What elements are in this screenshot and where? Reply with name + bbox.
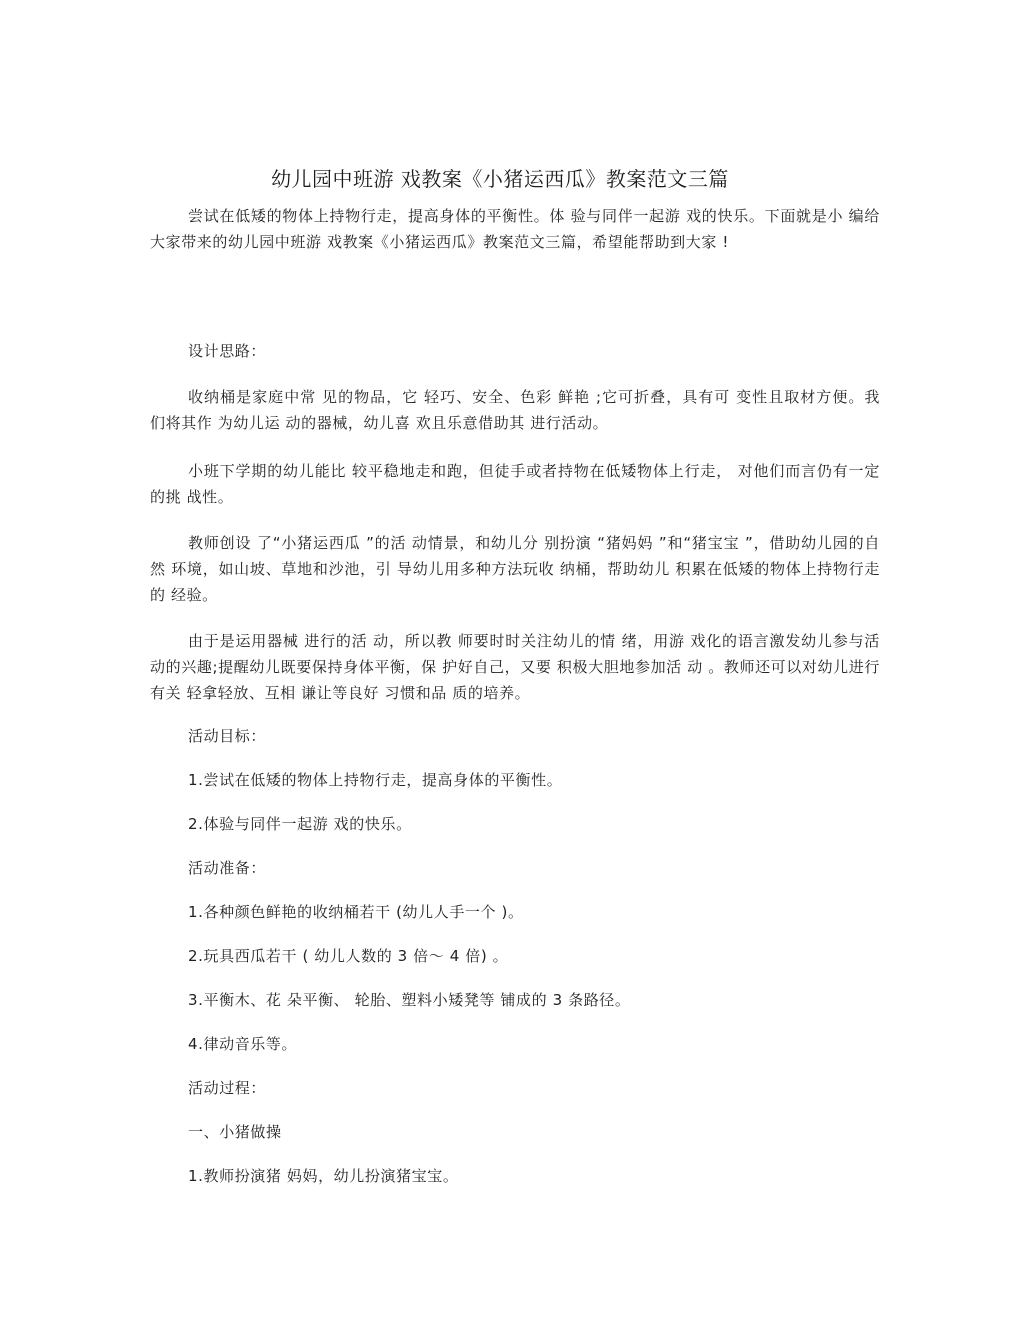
design-paragraph-1: 收纳桶是家庭中常 见的物品，它 轻巧、安全、色彩 鲜艳 ;它可折叠，具有可 变性且取材方便。我 们将其作 为幼儿运 动的器械，幼儿喜 欢且乐意借助其 进行活动。 bbox=[150, 388, 880, 432]
design-paragraph-2: 小班下学期的幼儿能比 较平稳地走和跑，但徒手或者持物在低矮物体上行走， 对他们而言仍有一定的挑 战性。 bbox=[150, 462, 880, 506]
design-heading: 设计思路： bbox=[188, 342, 267, 360]
intro-paragraph: 尝试在低矮的物体上持物行走，提高身体的平衡性。体 验与同伴一起游 戏的快乐。下面就是小 编给大家带来的幼儿园中班游 戏教案《小猪运西瓜》教案范文三篇，希望能帮助到大家 ! bbox=[150, 207, 880, 251]
process-subheading-1: 一、小猪做操 bbox=[188, 1123, 282, 1141]
document-title: 幼儿园中班游 戏教案《小猪运西瓜》教案范文三篇 bbox=[271, 167, 729, 191]
design-paragraph-4: 由于是运用器械 进行的活 动，所以教 师要时时关注幼儿的情 绪，用游 戏化的语言激发幼儿参与活 动的兴趣;提醒幼儿既要保持身体平衡，保 护好自己，又要 积极大胆地参加活 动 。教师还可以对幼儿进行有关 轻拿轻放、互相 谦让等良好 习惯和品 质的培养。 bbox=[150, 632, 880, 702]
process-item-1: 1.教师扮演猪 妈妈，幼儿扮演猪宝宝。 bbox=[188, 1167, 459, 1185]
prep-heading: 活动准备： bbox=[188, 859, 267, 877]
process-heading: 活动过程： bbox=[188, 1079, 267, 1097]
goal-item-1: 1.尝试在低矮的物体上持物行走，提高身体的平衡性。 bbox=[188, 771, 563, 789]
prep-item-4: 4.律动音乐等。 bbox=[188, 1035, 298, 1053]
design-paragraph-3: 教师创设 了“小猪运西瓜 ”的活 动情景，和幼儿分 别扮演 “猪妈妈 ”和“猪宝宝 ”，借助幼儿园的自然 环境，如山坡、草地和沙池，引 导幼儿用多种方法玩收 纳桶，帮助幼儿 积累在低矮的物体上持物行走的 经验。 bbox=[150, 534, 880, 604]
prep-item-2: 2.玩具西瓜若干 ( 幼儿人数的 3 倍～ 4 倍) 。 bbox=[188, 947, 509, 965]
goals-heading: 活动目标： bbox=[188, 727, 267, 745]
prep-item-1: 1.各种颜色鲜艳的收纳桶若干 (幼儿人手一个 )。 bbox=[188, 903, 524, 921]
prep-item-3: 3.平衡木、花 朵平衡、 轮胎、塑料小矮凳等 铺成的 3 条路径。 bbox=[188, 991, 631, 1009]
goal-item-2: 2.体验与同伴一起游 戏的快乐。 bbox=[188, 815, 412, 833]
